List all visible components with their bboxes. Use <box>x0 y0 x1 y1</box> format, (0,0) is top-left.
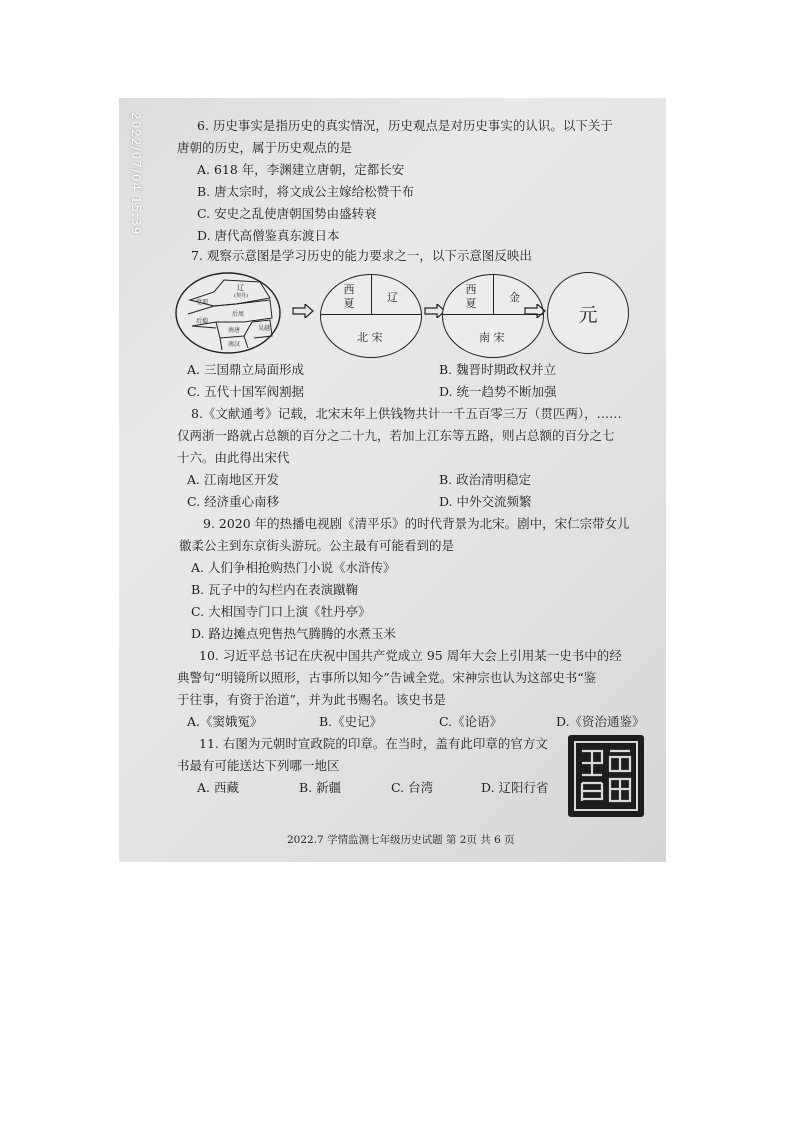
q11-option-b: B. 新疆 <box>299 780 342 795</box>
q6-option-c: C. 安史之乱使唐朝国势由盛转衰 <box>197 206 377 221</box>
q11-option-d: D. 辽阳行省 <box>481 780 549 795</box>
q9-stem: 徽柔公主到东京街头游玩。公主最有可能看到的是 <box>179 538 455 553</box>
label-xixia: 西 夏 <box>343 283 355 310</box>
yuan-seal-image <box>568 735 644 817</box>
q8-stem: 仅两浙一路就占总额的百分之二十九，若加上江东等五路，则占总额的百分之七 <box>177 428 615 443</box>
q10-option-b: B.《史记》 <box>319 714 383 729</box>
circle-yuan: 元 <box>547 272 629 354</box>
q11-stem: 11. 右图为元朝时宣政院的印章。在当时，盖有此印章的官方文 <box>199 736 548 751</box>
q9-option-d: D. 路边摊点兜售热气腾腾的水煮玉米 <box>191 626 397 641</box>
q8-option-c: C. 经济重心南移 <box>187 494 280 509</box>
q7-option-b: B. 魏晋时期政权并立 <box>439 362 557 377</box>
q6-stem: 唐朝的历史，属于历史观点的是 <box>177 140 353 155</box>
q11-stem: 书最有可能送达下列哪一地区 <box>177 758 340 773</box>
q8-option-b: B. 政治清明稳定 <box>439 472 532 487</box>
map-label-liao: 辽 <box>237 284 244 292</box>
q8-option-a: A. 江南地区开发 <box>187 472 279 487</box>
exam-page-photo <box>119 98 666 862</box>
five-dynasties-map <box>174 270 286 356</box>
photo-timestamp: 2022/07/04 15:39 <box>129 112 143 236</box>
q8-stem: 十六。由此得出宋代 <box>177 450 290 465</box>
q11-option-c: C. 台湾 <box>391 780 434 795</box>
label-jin: 金 <box>509 291 520 304</box>
arrow-right-icon <box>292 304 314 318</box>
q10-stem: 10. 习近平总书记在庆祝中国共产党成立 95 周年大会上引用某一史书中的经 <box>199 648 622 663</box>
q10-option-c: C.《论语》 <box>439 714 503 729</box>
arrow-right-icon <box>524 304 546 318</box>
q8-stem: 8.《文献通考》记载，北宋末年上供钱物共计一千五百零三万（贯匹两），…… <box>191 406 622 421</box>
q6-option-b: B. 唐太宗时，将文成公主嫁给松赞干布 <box>197 184 415 199</box>
q10-stem: 典警句“明镜所以照形，古事所以知今”告诫全党。宋神宗也认为这部史书“鉴 <box>177 670 597 685</box>
q8-option-d: D. 中外交流频繁 <box>439 494 532 509</box>
q7-option-a: A. 三国鼎立局面形成 <box>187 362 304 377</box>
map-label-dangxiang: 党项 <box>196 299 209 306</box>
q7-option-d: D. 统一趋势不断加强 <box>439 384 557 399</box>
q6-stem: 6. 历史事实是指历史的真实情况，历史观点是对历史事实的认识。以下关于 <box>197 118 613 133</box>
map-label-houzhou: 后周 <box>232 311 245 318</box>
label-beisong: 北 宋 <box>357 331 383 344</box>
label-nansong: 南 宋 <box>479 331 505 344</box>
map-label-wuyue: 吴越 <box>258 325 271 332</box>
seal-script-icon <box>568 735 644 817</box>
q10-option-d: D.《资治通鉴》 <box>556 714 645 729</box>
q9-stem: 9. 2020 年的热播电视剧《清平乐》的时代背景为北宋。剧中，宋仁宗带女儿 <box>203 516 630 531</box>
q7-option-c: C. 五代十国军阀割据 <box>187 384 305 399</box>
q6-option-d: D. 唐代高僧鉴真东渡日本 <box>197 228 340 243</box>
q7-diagram <box>174 266 648 356</box>
q6-option-a: A. 618 年，李渊建立唐朝，定都长安 <box>197 162 405 177</box>
map-label-houshu: 后蜀 <box>196 318 209 325</box>
map-label-khitan: (契丹) <box>234 293 248 299</box>
page-footer: 2022.7 学情监测七年级历史试题 第 2页 共 6 页 <box>287 834 515 846</box>
q9-option-b: B. 瓦子中的勾栏内在表演蹴鞠 <box>191 582 359 597</box>
circle-northern-song <box>320 274 422 358</box>
label-xixia: 西 夏 <box>465 283 477 310</box>
map-label-nantang: 南唐 <box>228 327 241 334</box>
q10-option-a: A.《窦娥冤》 <box>187 714 263 729</box>
q10-stem: 于往事，有资于治道”，并为此书赐名。该史书是 <box>177 692 446 707</box>
q9-option-a: A. 人们争相抢购热门小说《水浒传》 <box>191 560 396 575</box>
label-liao: 辽 <box>387 291 398 304</box>
q9-option-c: C. 大相国寺门口上演《牡丹亭》 <box>191 604 371 619</box>
q7-stem: 7. 观察示意图是学习历史的能力要求之一，以下示意图反映出 <box>191 248 532 263</box>
q11-option-a: A. 西藏 <box>197 780 239 795</box>
map-label-nanhan: 南汉 <box>228 341 241 348</box>
